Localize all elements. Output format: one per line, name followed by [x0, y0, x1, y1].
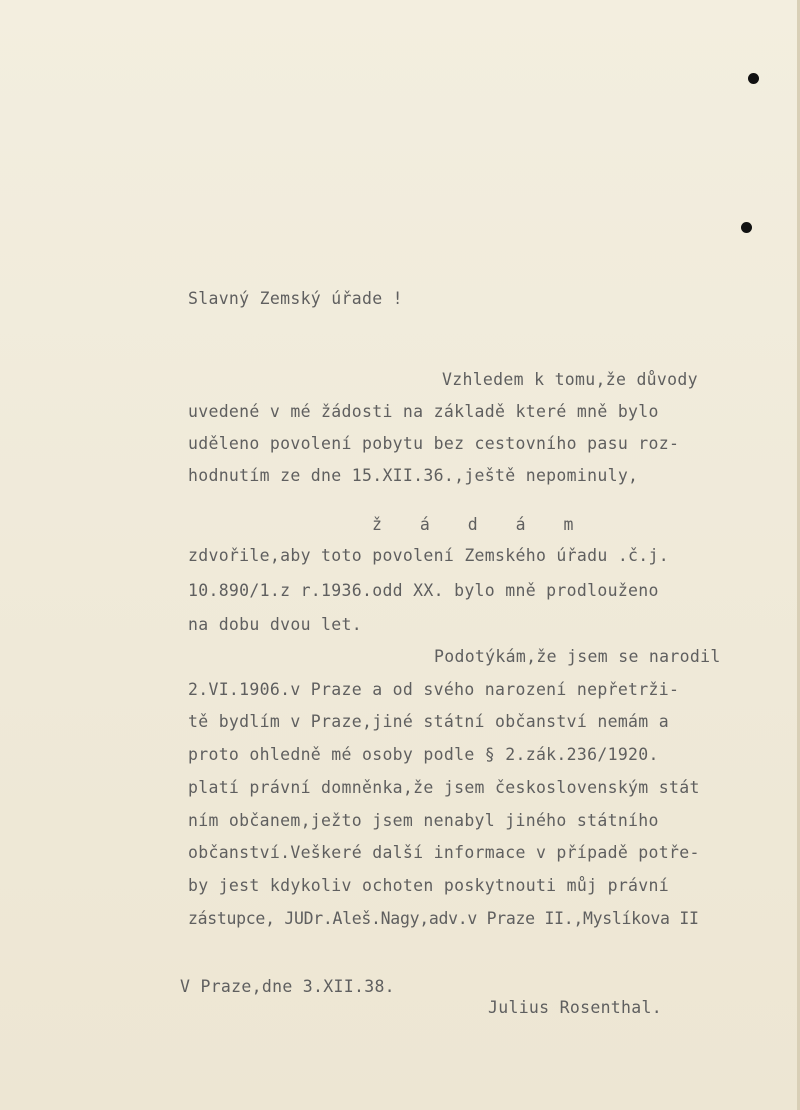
signature: Julius Rosenthal.: [488, 998, 662, 1017]
paragraph-2-line-3: na dobu dvou let.: [188, 615, 362, 634]
request-word: ž á d á m: [372, 515, 588, 534]
paragraph-3-line-1: Podotýkám,že jsem se narodil: [434, 647, 721, 666]
paragraph-3-line-2: 2.VI.1906.v Praze a od svého narození nepřetrži-: [188, 680, 680, 699]
paragraph-1-line-2: uvedené v mé žádosti na základě které mně bylo: [188, 402, 659, 421]
paragraph-3-line-8: by jest kdykoliv ochoten poskytnouti můj právní: [188, 876, 669, 895]
place-and-date: V Praze,dne 3.XII.38.: [180, 977, 395, 996]
paragraph-3-line-5: platí právní domněnka,že jsem československým stát: [188, 778, 700, 797]
paragraph-1-line-3: uděleno povolení pobytu bez cestovního pasu roz-: [188, 434, 680, 453]
punch-hole-bottom: [741, 222, 752, 233]
paragraph-3-line-6: ním občanem,ježto jsem nenabyl jiného státního: [188, 811, 659, 830]
paragraph-2-line-1: zdvořile,aby toto povolení Zemského úřadu .č.j.: [188, 546, 669, 565]
paragraph-3-line-3: tě bydlím v Praze,jiné státní občanství nemám a: [188, 712, 669, 731]
paragraph-1-line-1: Vzhledem k tomu,že důvody: [442, 370, 698, 389]
paragraph-2-line-2: 10.890/1.z r.1936.odd XX. bylo mně prodlouženo: [188, 581, 659, 600]
paragraph-3-line-4: proto ohledně mé osoby podle § 2.zák.236/1920.: [188, 745, 659, 764]
paragraph-3-line-7: občanství.Veškeré další informace v případě potře-: [188, 843, 700, 862]
paragraph-3-line-9: zástupce, JUDr.Aleš.Nagy,adv.v Praze II.,Myslíkova II: [188, 909, 699, 928]
punch-hole-top: [748, 73, 759, 84]
salutation: Slavný Zemský úřade !: [188, 289, 403, 308]
paragraph-1-line-4: hodnutím ze dne 15.XII.36.,ještě nepominuly,: [188, 466, 639, 485]
